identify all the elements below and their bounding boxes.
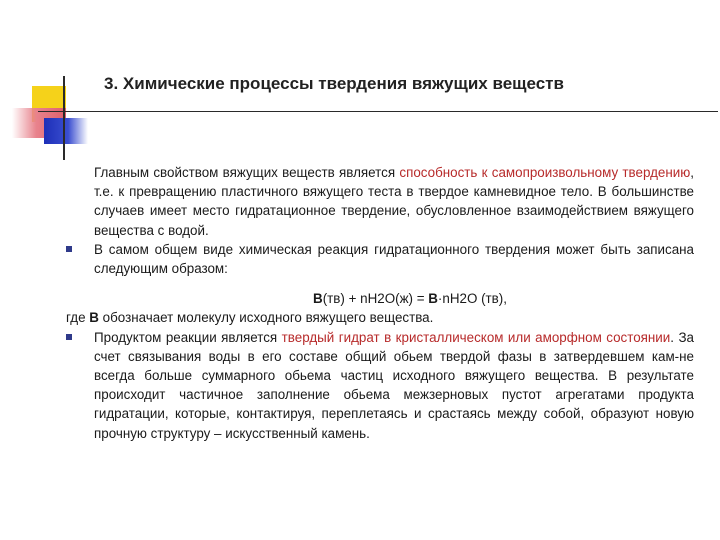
bullet-square-icon — [66, 334, 72, 340]
where-bold: В — [89, 310, 99, 326]
formula-mid: (тв) + nH2O(ж) = — [322, 291, 429, 307]
bullet-square-icon — [66, 246, 72, 252]
para1-highlight: способность к самопроизвольному твердению — [399, 165, 691, 180]
decor-blue-square — [44, 118, 88, 144]
paragraph-reaction-intro — [66, 240, 694, 278]
formula-explanation — [66, 308, 694, 327]
formula-end: ·nH2O (тв), — [437, 291, 507, 307]
where-after: обозначает молекулу исходного вяжущего вещества. — [98, 310, 434, 326]
decor-vertical-line — [63, 76, 65, 160]
formula-b2: В — [428, 291, 438, 307]
para3-text-end: . За счет связывания воды в его составе общий обьем твердой фазы в затвердевшем кам-не всегда больше суммарного обьема частиц исходного вяжущего вещества. В результате происходит частичное заполнение обьема межзерновых пустот агрегатами продукта гидратации, которые, контактируя, переплетаясь и срастаясь между собой, образуют новую прочную структуру – искусственный камень. — [94, 329, 694, 441]
slide-body — [66, 163, 694, 443]
para1-text-start: Главным свойством вяжущих веществ является — [94, 165, 400, 180]
paragraph-reaction-product — [66, 328, 694, 443]
where-before: где — [66, 310, 90, 326]
formula-b1: В — [313, 291, 323, 307]
paragraph-main-property — [66, 163, 694, 240]
slide-title: 3. Химические процессы твердения вяжущих веществ — [104, 74, 564, 93]
para2-text: В самом общем виде химическая реакция гидратационного твердения может быть записана следующим образом: — [94, 241, 694, 277]
reaction-formula — [66, 289, 694, 308]
para1-text-end: , т.е. к превращению пластичного вяжущего теста в твердое камневидное тело. В большинстве случаев имеет место гидратационное твердение, обусловленное взаимодействием вяжущего вещества с водой. — [94, 165, 694, 238]
decor-horizontal-line — [38, 111, 718, 112]
para3-text-start: Продуктом реакции является — [94, 329, 282, 345]
para3-highlight: твердый гидрат в кристаллическом или аморфном состоянии — [281, 329, 671, 345]
